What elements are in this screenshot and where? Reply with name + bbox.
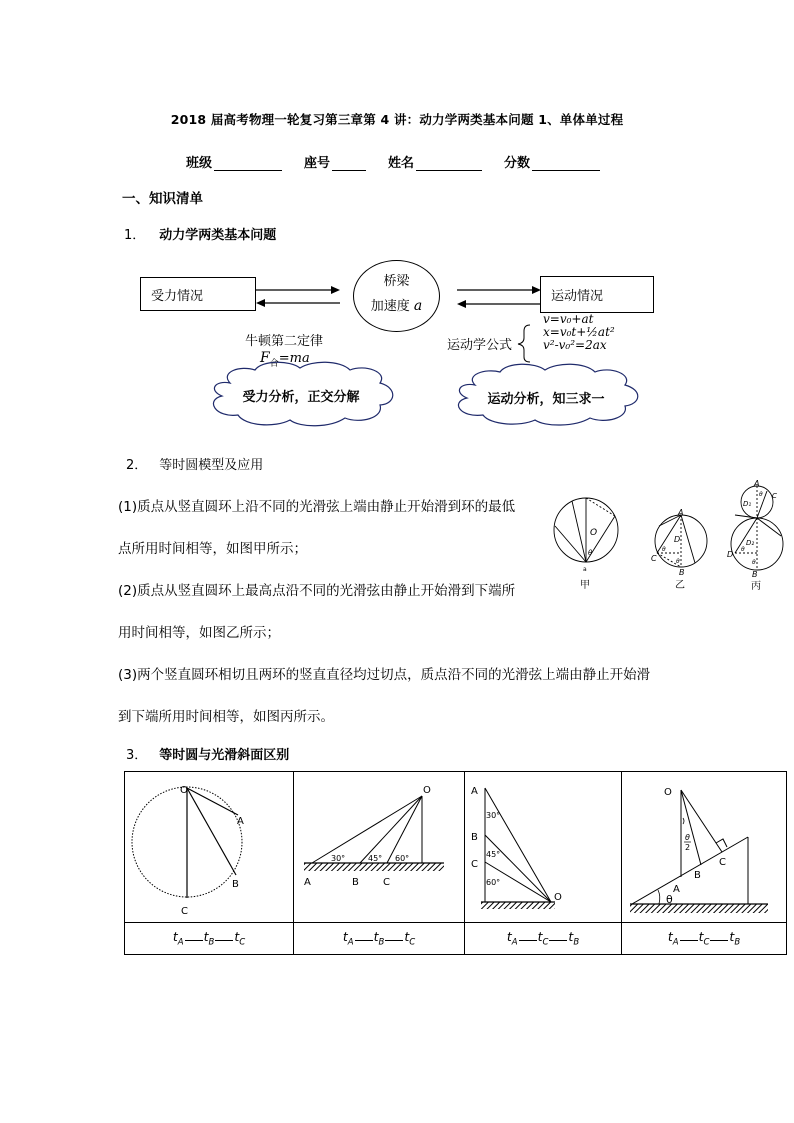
svg-text:θ: θ	[759, 491, 763, 498]
svg-text:B: B	[232, 879, 239, 890]
item2-paragraph-2a: (2)质点从竖直圆环上最高点沿不同的光滑弦由静止开始滑到下端所	[118, 583, 516, 599]
svg-text:B: B	[679, 568, 685, 577]
item2-paragraph-1b: 点所用时间相等，如图甲所示；	[118, 541, 307, 557]
item1-title: 动力学两类基本问题	[159, 228, 277, 243]
acceleration-label: 加速度 a	[370, 298, 423, 314]
answer-row	[125, 923, 787, 955]
svg-text:A: A	[673, 884, 680, 895]
item3-heading	[126, 744, 289, 763]
newton-second-law-label: 牛顿第二定律	[245, 334, 324, 349]
arrow-left-icon	[457, 300, 466, 308]
item2-paragraph-3b: 到下端所用时间相等，如图丙所示。	[118, 709, 334, 725]
comparison-table	[124, 771, 787, 955]
item2-paragraph-2b: 用时间相等，如图乙所示；	[118, 625, 280, 641]
diagram-cell-4	[622, 772, 787, 923]
answer-cell-3[interactable]: $t_A$ $t_C$ $t_B$	[465, 923, 622, 955]
inclines-same-base-diagram	[465, 772, 621, 918]
svg-text:O: O	[664, 787, 672, 798]
formula-1: v=v₀+at	[543, 312, 594, 326]
yi-caption: 乙	[675, 580, 685, 591]
jia-caption: 甲	[580, 580, 590, 591]
svg-text:O: O	[180, 785, 188, 796]
item2-paragraph-3a: (3)两个竖直圆环相切且两环的竖直直径均过切点，质点沿不同的光滑弦上端由静止开始滑	[118, 667, 651, 683]
svg-text:θ: θ	[741, 546, 745, 553]
svg-text:D: D	[674, 535, 681, 544]
svg-text:A: A	[237, 816, 244, 827]
bing-caption: 丙	[751, 581, 761, 592]
score-label: 分数	[504, 156, 531, 171]
svg-text:θ: θ	[676, 558, 680, 565]
figure-yi	[655, 515, 707, 567]
svg-text:A: A	[678, 508, 684, 517]
svg-text:45°: 45°	[368, 854, 383, 863]
bridge-acceleration-node	[353, 260, 440, 332]
motion-condition-label: 运动情况	[551, 289, 604, 304]
bridge-label: 桥梁	[383, 274, 410, 289]
svg-text:C: C	[651, 554, 657, 563]
kinematics-label: 运动学公式	[447, 338, 513, 353]
name-label: 姓名	[388, 156, 415, 171]
svg-text:2: 2	[685, 843, 691, 852]
svg-text:30°: 30°	[486, 811, 501, 820]
motion-condition-box	[540, 276, 654, 313]
item3-title: 等时圆与光滑斜面区别	[159, 748, 290, 763]
svg-text:B: B	[352, 877, 359, 888]
svg-text:60°: 60°	[486, 878, 501, 887]
item2-paragraph-1a: (1)质点从竖直圆环上沿不同的光滑弦上端由静止开始滑到环的最低	[118, 499, 516, 515]
item2-number: 2．	[126, 458, 148, 473]
formula-3: v²-v₀²=2ax	[543, 338, 607, 352]
svg-text:A: A	[304, 877, 311, 888]
svg-text:60°: 60°	[395, 854, 410, 863]
svg-text:B: B	[752, 570, 758, 579]
formula-2: x=v₀t+½at²	[543, 325, 615, 339]
answer-cell-2[interactable]: $t_A$ $t_B$ $t_C$	[294, 923, 465, 955]
answer-cell-4[interactable]: $t_A$ $t_C$ $t_B$	[622, 923, 787, 955]
svg-text:a: a	[583, 566, 587, 573]
diagram-cell-3	[465, 772, 622, 923]
svg-text:30°: 30°	[331, 854, 346, 863]
circle-chords-diagram	[125, 772, 293, 918]
incline-with-point-diagram	[622, 772, 786, 918]
section-heading: 一、知识清单	[122, 191, 203, 207]
item1-number: 1．	[124, 228, 146, 243]
svg-text:O: O	[423, 785, 431, 796]
diagram-cell-1	[125, 772, 294, 923]
kinematics-formulas	[543, 313, 615, 352]
item2-heading	[126, 454, 263, 473]
svg-text:B: B	[471, 832, 478, 843]
svg-text:B: B	[694, 870, 701, 881]
svg-text:θ: θ	[685, 833, 690, 842]
arrow-right-icon	[331, 286, 340, 294]
right-cloud-text: 运动分析，知三求一	[487, 392, 605, 407]
svg-text:C: C	[772, 492, 777, 500]
flow-arrows	[0, 0, 794, 460]
svg-text:45°: 45°	[486, 850, 501, 859]
svg-text:D₁: D₁	[743, 500, 752, 508]
svg-text:θ: θ	[752, 559, 756, 566]
svg-text:C: C	[719, 857, 726, 868]
force-condition-label: 受力情况	[151, 288, 204, 304]
class-label: 班级	[186, 156, 213, 171]
left-cloud-text: 受力分析，正交分解	[242, 390, 360, 405]
jia-label-O: O	[590, 528, 598, 538]
isochronous-circle-figures	[545, 478, 794, 598]
answer-cell-1[interactable]: $t_A$ $t_B$ $t_C$	[125, 923, 294, 955]
svg-text:C: C	[383, 877, 390, 888]
item3-number: 3．	[126, 748, 148, 763]
svg-text:A: A	[754, 479, 760, 488]
svg-text:θ: θ	[588, 549, 593, 557]
figure-jia	[554, 498, 618, 562]
item2-title: 等时圆模型及应用	[159, 458, 264, 473]
svg-text:D₂: D₂	[746, 539, 755, 547]
diagram-cell-2	[294, 772, 465, 923]
svg-text:C: C	[181, 906, 188, 917]
arrow-left-icon	[256, 299, 265, 307]
newton-formula: $F_合=ma$	[260, 350, 310, 370]
document-title: 2018 届高考物理一轮复习第三章第 4 讲：动力学两类基本问题 1、单体单过程	[170, 112, 624, 127]
svg-text:O: O	[554, 892, 562, 903]
svg-text:C: C	[471, 859, 478, 870]
diagram-row	[125, 772, 787, 923]
svg-text:D: D	[727, 550, 734, 559]
svg-text:θ: θ	[662, 546, 666, 553]
theta-angle-label: θ	[666, 893, 673, 906]
inclines-same-height-diagram	[294, 772, 464, 918]
seat-label: 座号	[304, 156, 331, 171]
svg-text:A: A	[471, 786, 478, 797]
